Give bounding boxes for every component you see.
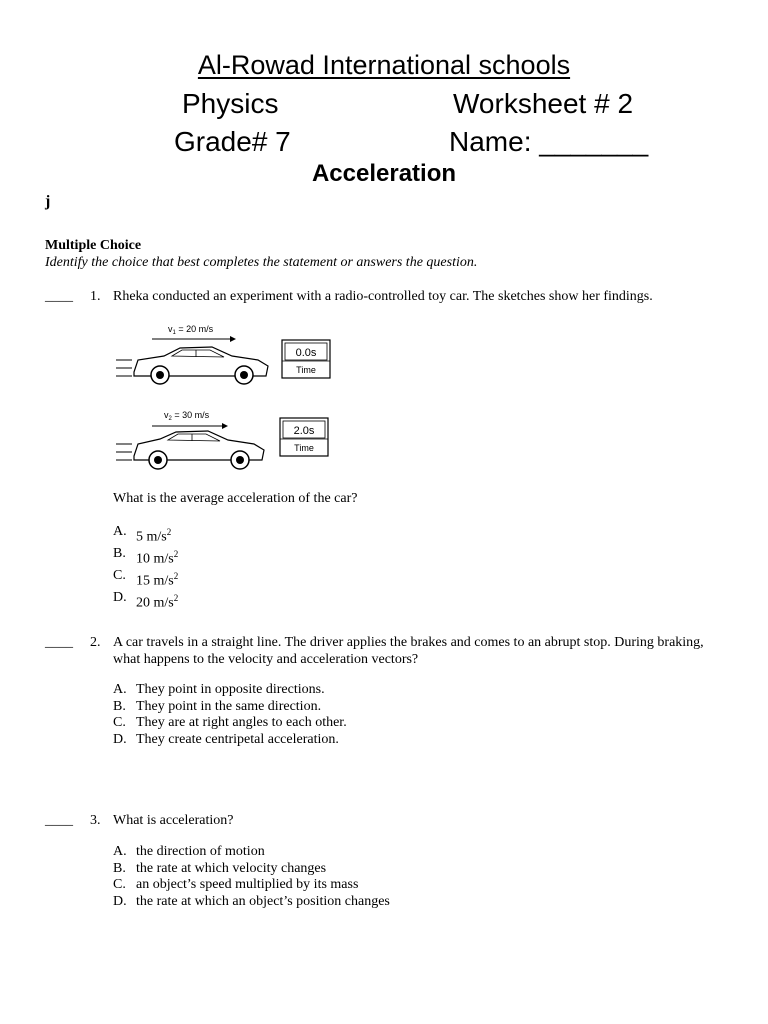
question-1-choices bbox=[113, 524, 178, 613]
question-2-choices bbox=[113, 682, 347, 748]
answer-blank[interactable]: ____ bbox=[45, 289, 73, 304]
school-title: Al-Rowad International schools bbox=[197, 50, 571, 80]
choice-c[interactable]: C. They are at right angles to each other. bbox=[113, 715, 347, 730]
choice-d[interactable]: D. 20 $m/s^2$ bbox=[113, 590, 179, 612]
choice-b[interactable]: B. the rate at which velocity changes bbox=[113, 860, 327, 876]
question-1 bbox=[45, 288, 725, 308]
section-title: Multiple Choice bbox=[45, 238, 142, 253]
choice-b[interactable]: B. They point in the same direction. bbox=[113, 698, 322, 714]
question-number: 3. bbox=[90, 813, 101, 828]
topic-heading: Acceleration bbox=[311, 160, 457, 187]
choice-a[interactable]: A. 5 $m/s^2$ bbox=[113, 524, 172, 545]
question-3 bbox=[45, 812, 725, 832]
subject-label: Physics bbox=[182, 88, 279, 119]
question-number: 2. bbox=[90, 635, 101, 650]
timer-2-label: Time bbox=[294, 443, 314, 453]
grade-label: Grade# 7 bbox=[174, 126, 291, 157]
timer-1-label: Time bbox=[296, 365, 316, 375]
question-number: 1. bbox=[90, 289, 101, 304]
question-text: Rheka conducted an experiment with a radio-controlled toy car. The sketches show her findings. bbox=[113, 289, 653, 304]
question-3-choices bbox=[113, 844, 390, 910]
timer-2 bbox=[280, 418, 328, 456]
question-1-subquestion: What is the average acceleration of the car? bbox=[113, 491, 358, 506]
timer-1 bbox=[282, 340, 330, 378]
car-sketches bbox=[112, 320, 334, 480]
question-2 bbox=[45, 634, 725, 670]
v1-arrowhead bbox=[230, 336, 236, 342]
question-text: What is acceleration? bbox=[113, 813, 234, 828]
choice-a[interactable]: A. the direction of motion bbox=[113, 844, 265, 859]
timer-1-reading: 0.0s bbox=[295, 347, 317, 359]
choice-d[interactable]: D. They create centripetal acceleration. bbox=[113, 731, 339, 747]
choice-d[interactable]: D. the rate at which an object’s position changes bbox=[113, 893, 390, 909]
choice-b[interactable]: B. 10 $m/s^2$ bbox=[113, 546, 179, 567]
choice-c[interactable]: C. an object’s speed multiplied by its mass bbox=[113, 877, 359, 892]
question-text: A car travels in a straight line. The driver applies the brakes and comes to an abrupt stop. During braking, what happens to the velocity and acceleration vectors? bbox=[113, 635, 704, 667]
choice-c[interactable]: C. 15 $m/s^2$ bbox=[113, 568, 179, 589]
timer-2-reading: 2.0s bbox=[293, 425, 315, 437]
section-instructions: Identify the choice that best completes the statement or answers the question. bbox=[45, 255, 478, 270]
worksheet-label: Worksheet # 2 bbox=[453, 88, 634, 119]
answer-blank[interactable]: ____ bbox=[45, 813, 73, 828]
answer-blank[interactable]: ____ bbox=[45, 635, 73, 650]
name-field-label: Name: _______ bbox=[449, 126, 649, 157]
car-experiment-figure bbox=[112, 320, 334, 480]
choice-a[interactable]: A. They point in opposite directions. bbox=[113, 682, 325, 697]
car-2-icon bbox=[116, 431, 264, 469]
car-1-icon bbox=[116, 347, 268, 384]
v2-label: $v_2 = 30$ m/s bbox=[164, 410, 210, 422]
v2-arrowhead bbox=[222, 423, 228, 429]
stray-mark: j bbox=[45, 193, 51, 210]
v1-label: $v_1 = 20$ m/s bbox=[168, 324, 214, 336]
